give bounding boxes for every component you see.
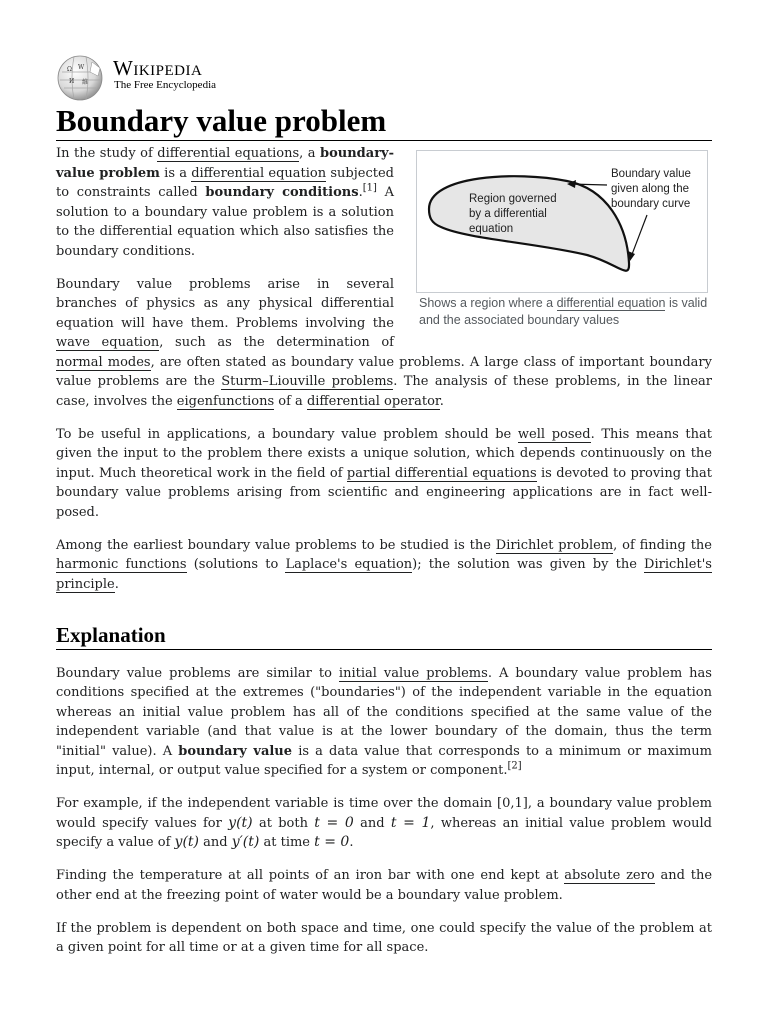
page-title: Boundary value problem [56,103,712,141]
caption-link-differential-equation[interactable]: differential equation [556,296,666,310]
term-boundary-conditions: boundary conditions [205,185,359,200]
math-t-equals-1: t = 1 [390,814,431,831]
arrow-to-tip [631,215,647,257]
intro-paragraph-3: To be useful in applications, a boundary value problem should be well posed. This means that given the input to the problem there exists a unique solution, which depends continuously on the input. Much theoretical work in the field of partial differential equations is devoted to proving that boundary value problems arising from scientific and engineering applications are in fact well-posed. [56,426,712,520]
section-heading-explanation: Explanation [56,626,712,650]
boundary-region-diagram [417,151,707,292]
link-dirichlet-problem[interactable]: Dirichlet problem [495,537,614,553]
boundary-label-line-3: boundary curve [611,198,691,210]
link-absolute-zero[interactable]: absolute zero [564,868,655,883]
math-y-of-t-2: y(t) [174,834,199,850]
link-differential-equations[interactable]: differential equations [157,146,300,161]
wikipedia-globe-icon [56,54,104,102]
region-label-line-1: Region governed [469,193,557,205]
term-boundary-value: boundary value [178,743,293,759]
reference-2[interactable]: [2] [507,760,522,772]
globe-glyph-3: И [69,78,75,85]
link-well-posed[interactable]: well posed [517,426,591,442]
globe-glyph-1: Ω [67,66,72,73]
wikipedia-tagline: The Free Encyclopedia [114,79,217,91]
intro-paragraph-2: Boundary value problems arise in several branches of physics as any physical differential equation will have them. Problems involving the wave equation, such as the determination of normal modes, are often stated as boundary value problems. A large class of important boundary value problems are the Sturm–Liouville problems. The analysis of these problems, in the linear case, involves the eigenfunctions of a differential operator. [56,276,712,409]
site-branding[interactable] [56,48,712,100]
region-label-line-3: equation [469,223,514,235]
link-laplaces-equation[interactable]: Laplace's equation [285,557,413,572]
caption-text: Shows a region where a [419,296,557,310]
figure-thumbnail [416,144,712,329]
boundary-label-line-2: given along the [611,183,690,195]
region-shape [429,176,629,271]
explanation-paragraph-1: Boundary value problems are similar to initial value problems. A boundary value problem has conditions specified at the extremes ("boundaries") of the independent variable in the equation whereas an initial value problem has all of the conditions specified at the same value of the independent variable (and that value is at the lower boundary of the domain, thus the term "initial" value). A boundary value is a data value that corresponds to a minimum or maximum input, internal, or output value specified for a system or component.[2] [56,665,713,778]
term-boundary-value-problem: boundary-value problem [56,146,394,181]
figure-caption [416,293,712,329]
figure-image[interactable] [416,150,708,293]
link-harmonic-functions[interactable]: harmonic functions [56,557,187,572]
explanation-paragraph-3: Finding the temperature at all points of an iron bar with one end kept at absolute zero and the other end at the freezing point of water would be a boundary value problem. [56,868,713,903]
globe-glyph-4: 維 [82,79,89,86]
link-partial-differential-equations[interactable]: partial differential equations [346,465,537,481]
math-t-equals-0: t = 0 [314,814,354,831]
explanation-paragraph-4: If the problem is dependent on both space and time, one could specify the value of the problem at a given point for all time or at a given time for all space. [56,920,712,955]
math-t-equals-0-2: t = 0 [314,834,350,850]
intro-paragraph-4: Among the earliest boundary value problems to be studied is the Dirichlet problem, of finding the harmonic functions (solutions to Laplace's equation); the solution was given by the Dirichlet's principle. [56,537,712,592]
caption-text-end: is valid and the associated boundary values [419,296,708,327]
link-wave-equation[interactable]: wave equation [56,335,160,350]
boundary-label-line-1: Boundary value [611,168,691,180]
link-initial-value-problems[interactable]: initial value problems [338,665,488,681]
math-y-of-t: y(t) [228,814,253,831]
globe-glyph-2: W [78,64,85,71]
link-differential-equation[interactable]: differential equation [191,165,327,181]
region-label-line-2: by a differential [469,208,547,220]
link-differential-operator[interactable]: differential operator [306,393,440,409]
link-eigenfunctions[interactable]: eigenfunctions [176,393,275,409]
intro-paragraph-1: In the study of differential equations, a boundary-value problem is a differential equation subjected to constraints called boundary conditions.[1] A solution to a boundary value problem is a solution to the differential equation which also satisfies the boundary conditions. [56,146,394,259]
link-dirichlets-principle[interactable]: Dirichlet's principle [56,557,712,592]
article-body [56,144,712,971]
explanation-paragraph-2: For example, if the independent variable is time over the domain [0,1], a boundary value problem would specify values for y(t) at both t = 0 and t = 1, whereas an initial value problem would specify a value of y(t) and y′(t) at time t = 0. [56,796,712,850]
reference-1[interactable]: [1] [362,182,377,194]
link-sturm-liouville-problems[interactable]: Sturm–Liouville problems [221,374,394,389]
article [56,48,713,955]
link-normal-modes[interactable]: normal modes [56,354,151,370]
wikipedia-wordmark: Wikipedia [113,56,203,80]
math-y-prime-of-t: y′(t) [231,834,260,850]
